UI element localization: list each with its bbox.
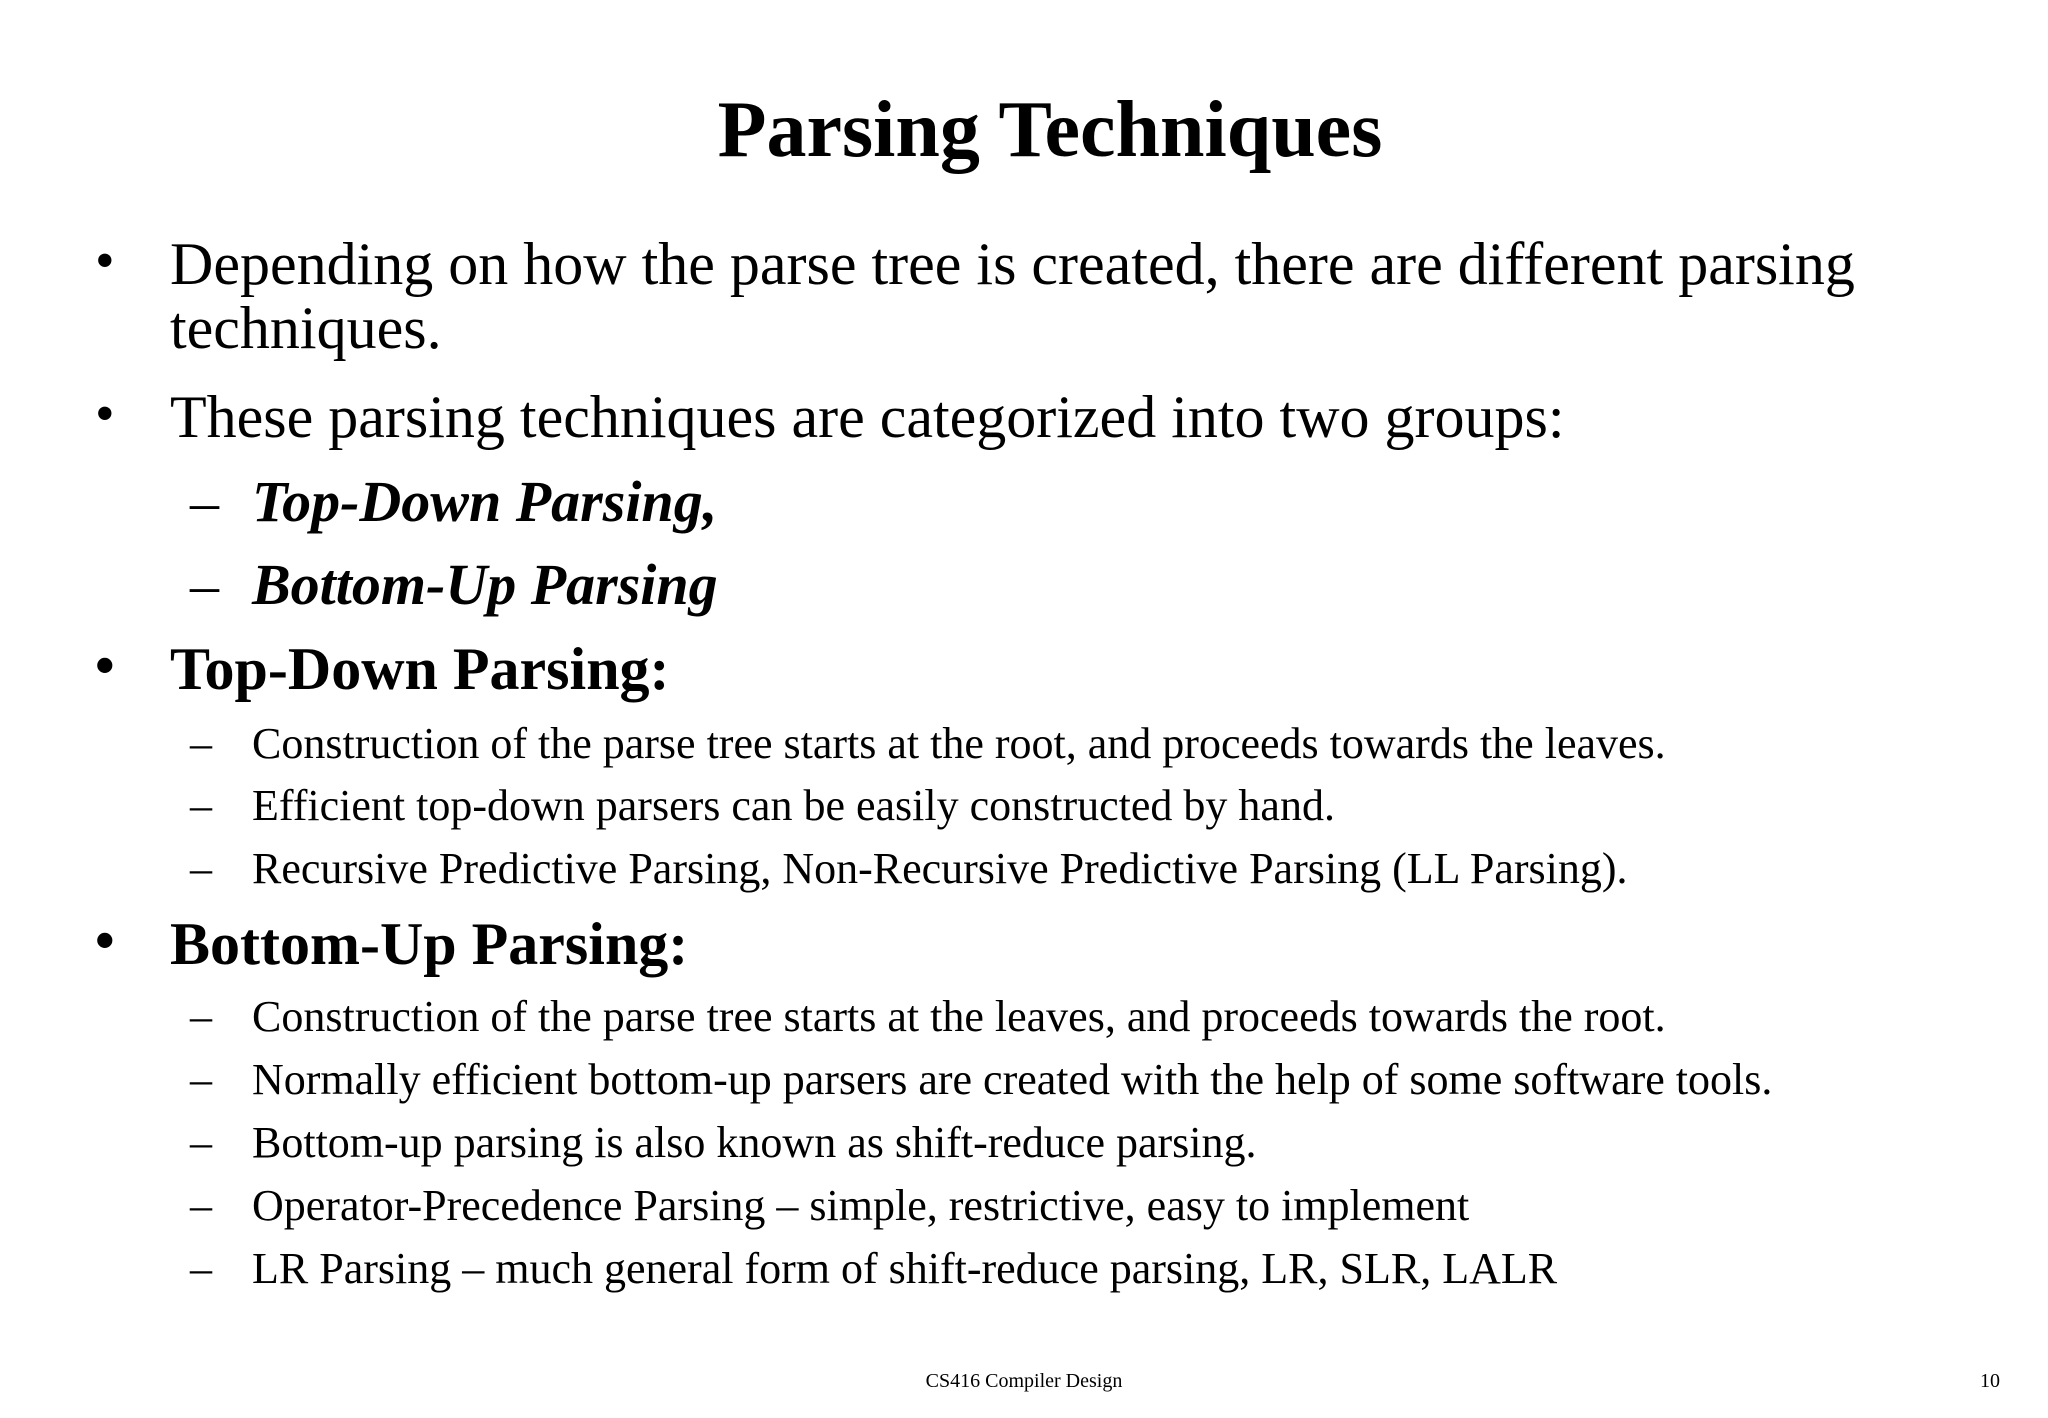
group-text: Bottom-Up Parsing [252,552,718,617]
dash-marker: – [190,844,212,893]
top-down-heading [95,637,670,701]
dash-marker: – [190,1244,212,1293]
point-text: Efficient top-down parsers can be easily constructed by hand. [252,781,1335,830]
point-text: Construction of the parse tree starts at the root, and proceeds towards the leaves. [252,719,1666,768]
point-text: Recursive Predictive Parsing, Non-Recursive Predictive Parsing (LL Parsing). [252,844,1628,893]
bullet-item [95,385,1565,449]
list-item [190,1117,1257,1170]
dash-marker: – [190,992,212,1041]
dash-marker: – [190,1181,212,1230]
list-item [190,1180,1469,1233]
list-item [190,718,1666,771]
bullet-item [95,232,1995,360]
bullet-text: Depending on how the parse tree is created, there are different parsing techniques. [170,231,1855,362]
bullet-text: These parsing techniques are categorized into two groups: [170,384,1565,450]
group-item [190,553,718,617]
slide-title: Parsing Techniques [717,86,1383,174]
point-text: LR Parsing – much general form of shift-reduce parsing, LR, SLR, LALR [252,1244,1558,1293]
dash-marker: – [190,469,219,534]
point-text: Bottom-up parsing is also known as shift-reduce parsing. [252,1118,1257,1167]
point-text: Construction of the parse tree starts at the leaves, and proceeds towards the root. [252,992,1666,1041]
bullet-marker: • [95,383,115,445]
list-item [190,991,1666,1044]
list-item [190,1243,1557,1296]
dash-marker: – [190,719,212,768]
group-item [190,470,717,534]
bullet-marker: • [95,635,115,697]
list-item [190,1054,1772,1107]
heading-text: Bottom-Up Parsing: [170,911,689,977]
bottom-up-heading [95,912,688,976]
page-number: 10 [1980,1370,2000,1392]
dash-marker: – [190,1055,212,1104]
list-item [190,843,1628,896]
bullet-marker: • [95,910,115,972]
point-text: Normally efficient bottom-up parsers are created with the help of some software tools. [252,1055,1773,1104]
dash-marker: – [190,781,212,830]
point-text: Operator-Precedence Parsing – simple, restrictive, easy to implement [252,1181,1470,1230]
footer-course: CS416 Compiler Design [925,1370,1123,1392]
dash-marker: – [190,552,219,617]
list-item [190,780,1335,833]
dash-marker: – [190,1118,212,1167]
heading-text: Top-Down Parsing: [170,636,670,702]
bullet-marker: • [95,230,115,292]
group-text: Top-Down Parsing, [252,469,718,534]
